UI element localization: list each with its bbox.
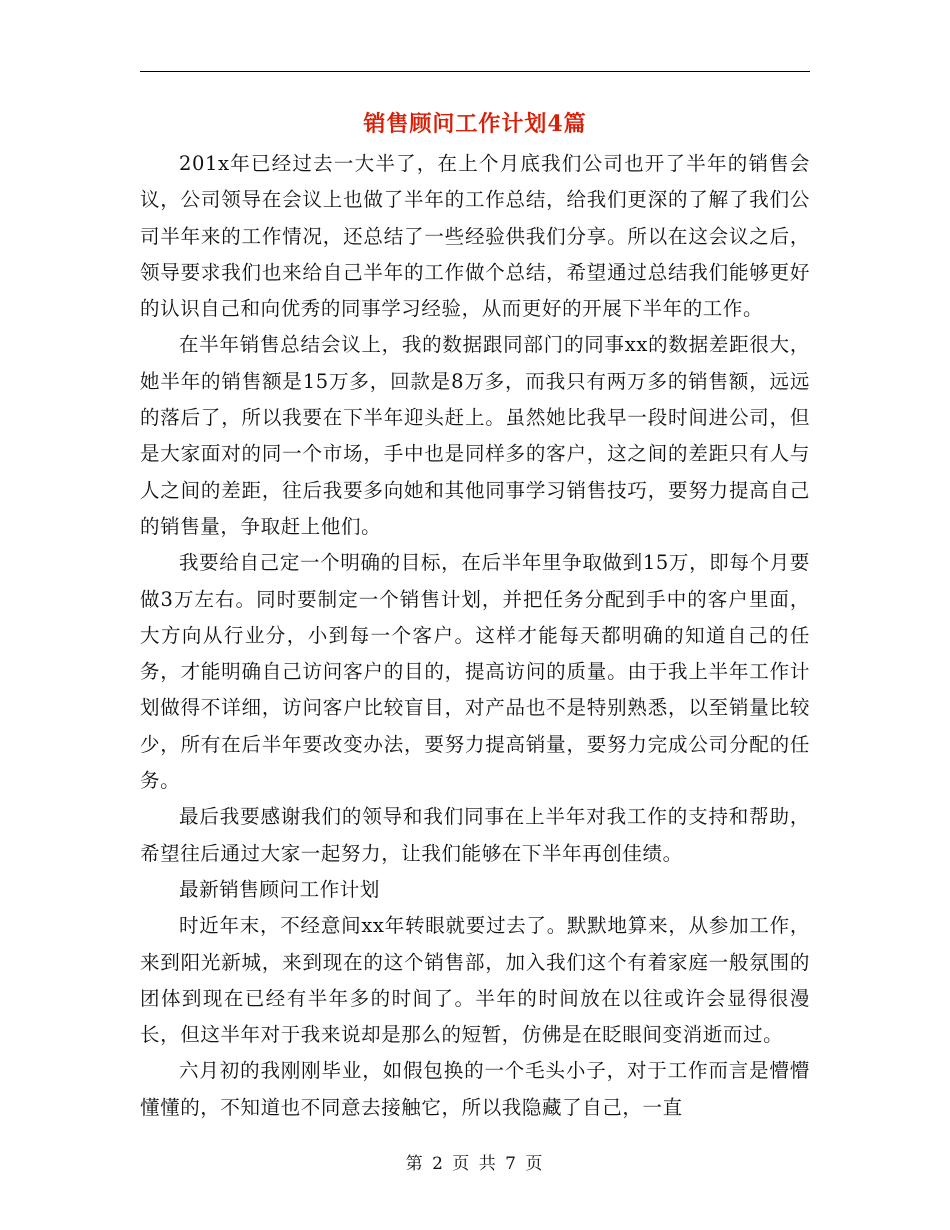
document-title: 销售顾问工作计划4篇 (363, 111, 587, 137)
paragraph-2: 在半年销售总结会议上，我的数据跟同部门的同事xx的数据差距很大，她半年的销售额是15万多，回款是8万多，而我只有两万多的销售额，远远的落后了，所以我要在下半年迎头赶上。虽然她比我早一段时间进公司，但是大家面对的同一个市场，手中也是同样多的客户，这之间的差距只有人与人之间的差距，往后我要多向她和其他同事学习销售技巧，要努力提高自己的销售量，争取赶上他们。 (140, 333, 810, 538)
paragraph-1: 201x年已经过去一大半了，在上个月底我们公司也开了半年的销售会议，公司领导在会议上也做了半年的工作总结，给我们更深的了解了我们公司半年来的工作情况，还总结了一些经验供我们分享。所以在这会议之后，领导要求我们也来给自己半年的工作做个总结，希望通过总结我们能够更好的认识自己和向优秀的同事学习经验，从而更好的开展下半年的工作。 (140, 152, 810, 321)
header-rule (140, 71, 810, 72)
document-body (140, 146, 810, 1126)
paragraph-6: 六月初的我刚刚毕业，如假包换的一个毛头小子，对于工作而言是懵懵懂懂的，不知道也不同意去接触它，所以我隐藏了自己，一直 (140, 1059, 810, 1119)
page-number: 第 2 页 共 7 页 (405, 1154, 545, 1174)
paragraph-5: 时近年末，不经意间xx年转眼就要过去了。默默地算来，从参加工作，来到阳光新城，来到现在的这个销售部，加入我们这个有着家庭一般氛围的团体到现在已经有半年多的时间了。半年的时间放在以往或许会显得很漫长，但这半年对于我来说却是那么的短暂，仿佛是在眨眼间变消逝而过。 (140, 914, 810, 1047)
paragraph-3: 我要给自己定一个明确的目标，在后半年里争取做到15万，即每个月要做3万左右。同时要制定一个销售计划，并把任务分配到手中的客户里面，大方向从行业分，小到每一个客户。这样才能每天都明确的知道自己的任务，才能明确自己访问客户的目的，提高访问的质量。由于我上半年工作计划做得不详细，访问客户比较盲目，对产品也不是特别熟悉，以至销量比较少，所有在后半年要改变办法，要努力提高销量，要努力完成公司分配的任务。 (140, 551, 810, 793)
section-heading: 最新销售顾问工作计划 (179, 877, 381, 901)
paragraph-4: 最后我要感谢我们的领导和我们同事在上半年对我工作的支持和帮助，希望往后通过大家一起努力，让我们能够在下半年再创佳绩。 (140, 805, 810, 865)
